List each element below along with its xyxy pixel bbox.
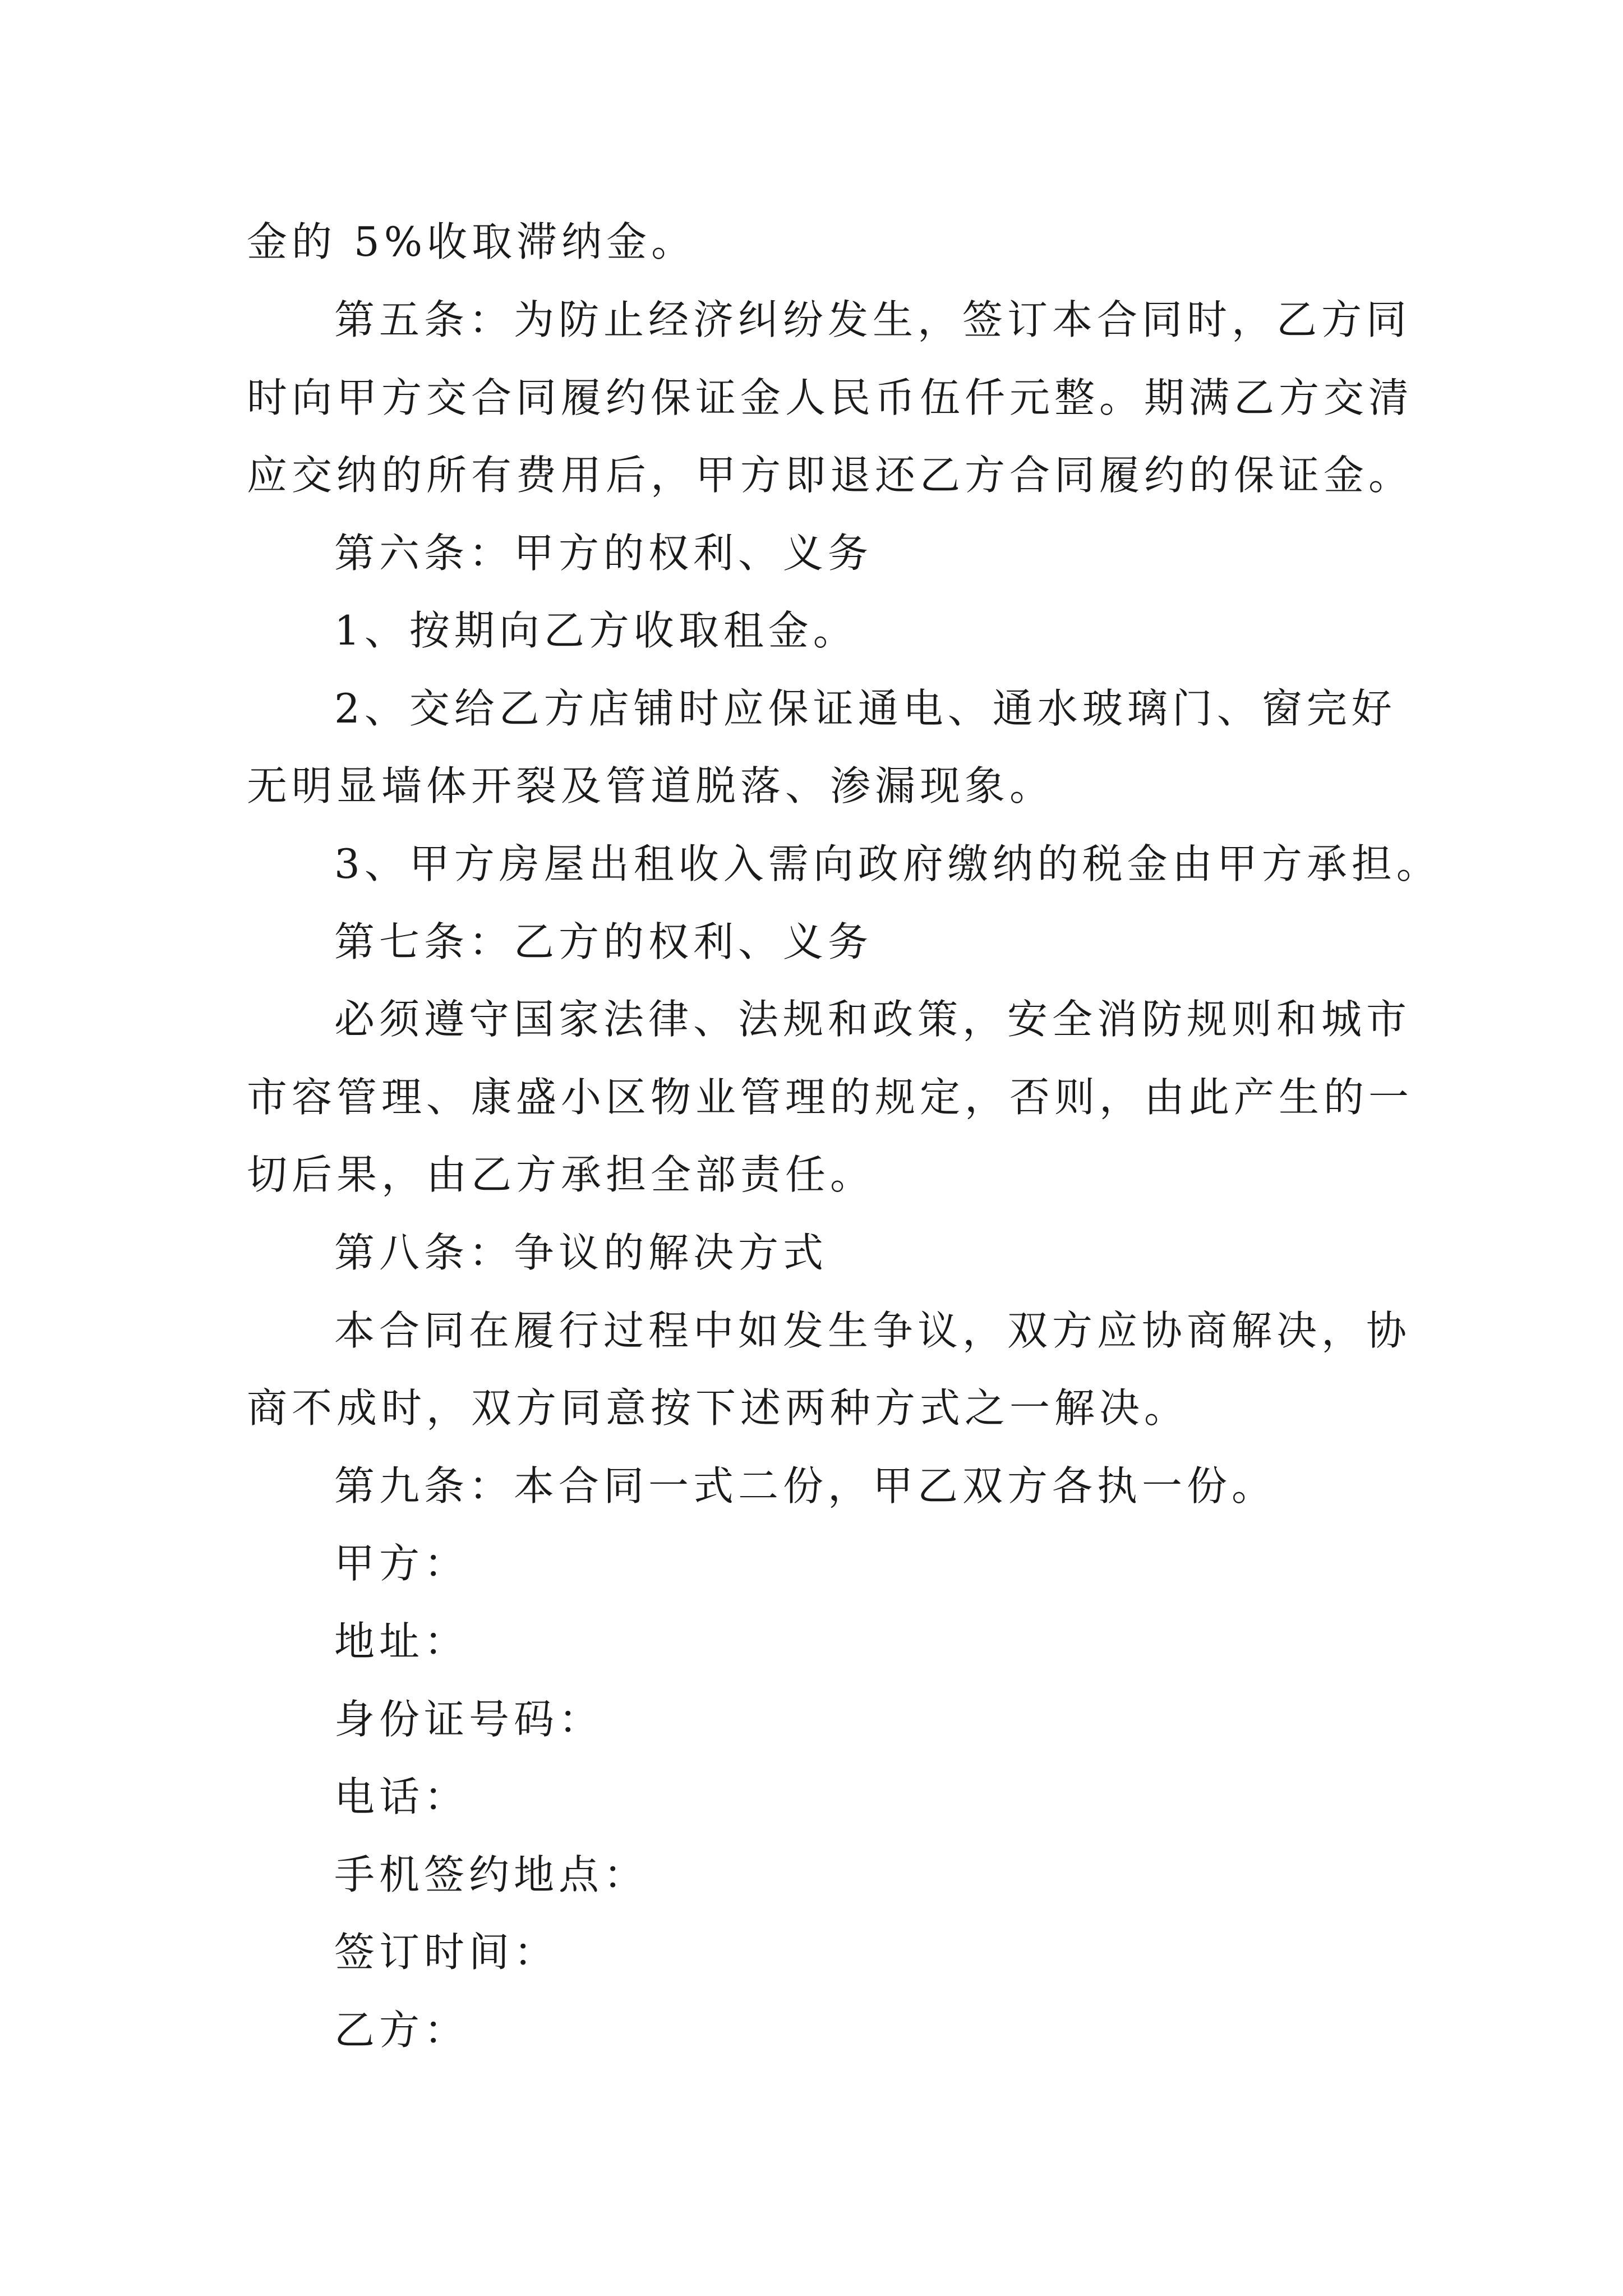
list-item: 2、交给乙方店铺时应保证通电、通水玻璃门、窗完好 <box>334 685 1396 732</box>
clause-9-heading: 第九条：本合同一式二份，甲乙双方各执一份。 <box>334 1462 1277 1510</box>
party-a-label: 甲方： <box>334 1540 469 1587</box>
text-line: 市容管理、康盛小区物业管理的规定，否则，由此产生的一 <box>247 1074 1414 1121</box>
signing-time-label: 签订时间： <box>334 1929 559 1976</box>
text-line: 商不成时，双方同意按下述两种方式之一解决。 <box>247 1384 1189 1432</box>
clause-5-heading: 第五条：为防止经济纠纷发生，签订本合同时，乙方同 <box>334 296 1412 343</box>
text-line: 无明显墙体开裂及管道脱落、渗漏现象。 <box>247 762 1055 809</box>
party-b-label: 乙方： <box>334 2007 469 2054</box>
text-line: 时向甲方交合同履约保证金人民币伍仟元整。期满乙方交清 <box>247 374 1414 421</box>
text-line: 金的 5%收取滞纳金。 <box>247 218 697 265</box>
clause-8-heading: 第八条：争议的解决方式 <box>334 1229 828 1276</box>
phone-label: 电话： <box>334 1773 469 1820</box>
list-item: 1、按期向乙方收取租金。 <box>334 607 858 654</box>
text-line: 必须遵守国家法律、法规和政策，安全消防规则和城市 <box>334 996 1412 1043</box>
text-line: 应交纳的所有费用后，甲方即退还乙方合同履约的保证金。 <box>247 452 1414 499</box>
clause-7-heading: 第七条：乙方的权利、义务 <box>334 918 873 965</box>
id-number-label: 身份证号码： <box>334 1696 604 1743</box>
address-label: 地址： <box>334 1618 469 1665</box>
text-line: 本合同在履行过程中如发生争议，双方应协商解决，协 <box>334 1307 1412 1354</box>
clause-6-heading: 第六条：甲方的权利、义务 <box>334 530 873 577</box>
text-line: 切后果，由乙方承担全部责任。 <box>247 1151 875 1198</box>
list-item: 3、甲方房屋出租收入需向政府缴纳的税金由甲方承担。 <box>334 840 1441 887</box>
mobile-signing-place-label: 手机签约地点： <box>334 1851 649 1898</box>
